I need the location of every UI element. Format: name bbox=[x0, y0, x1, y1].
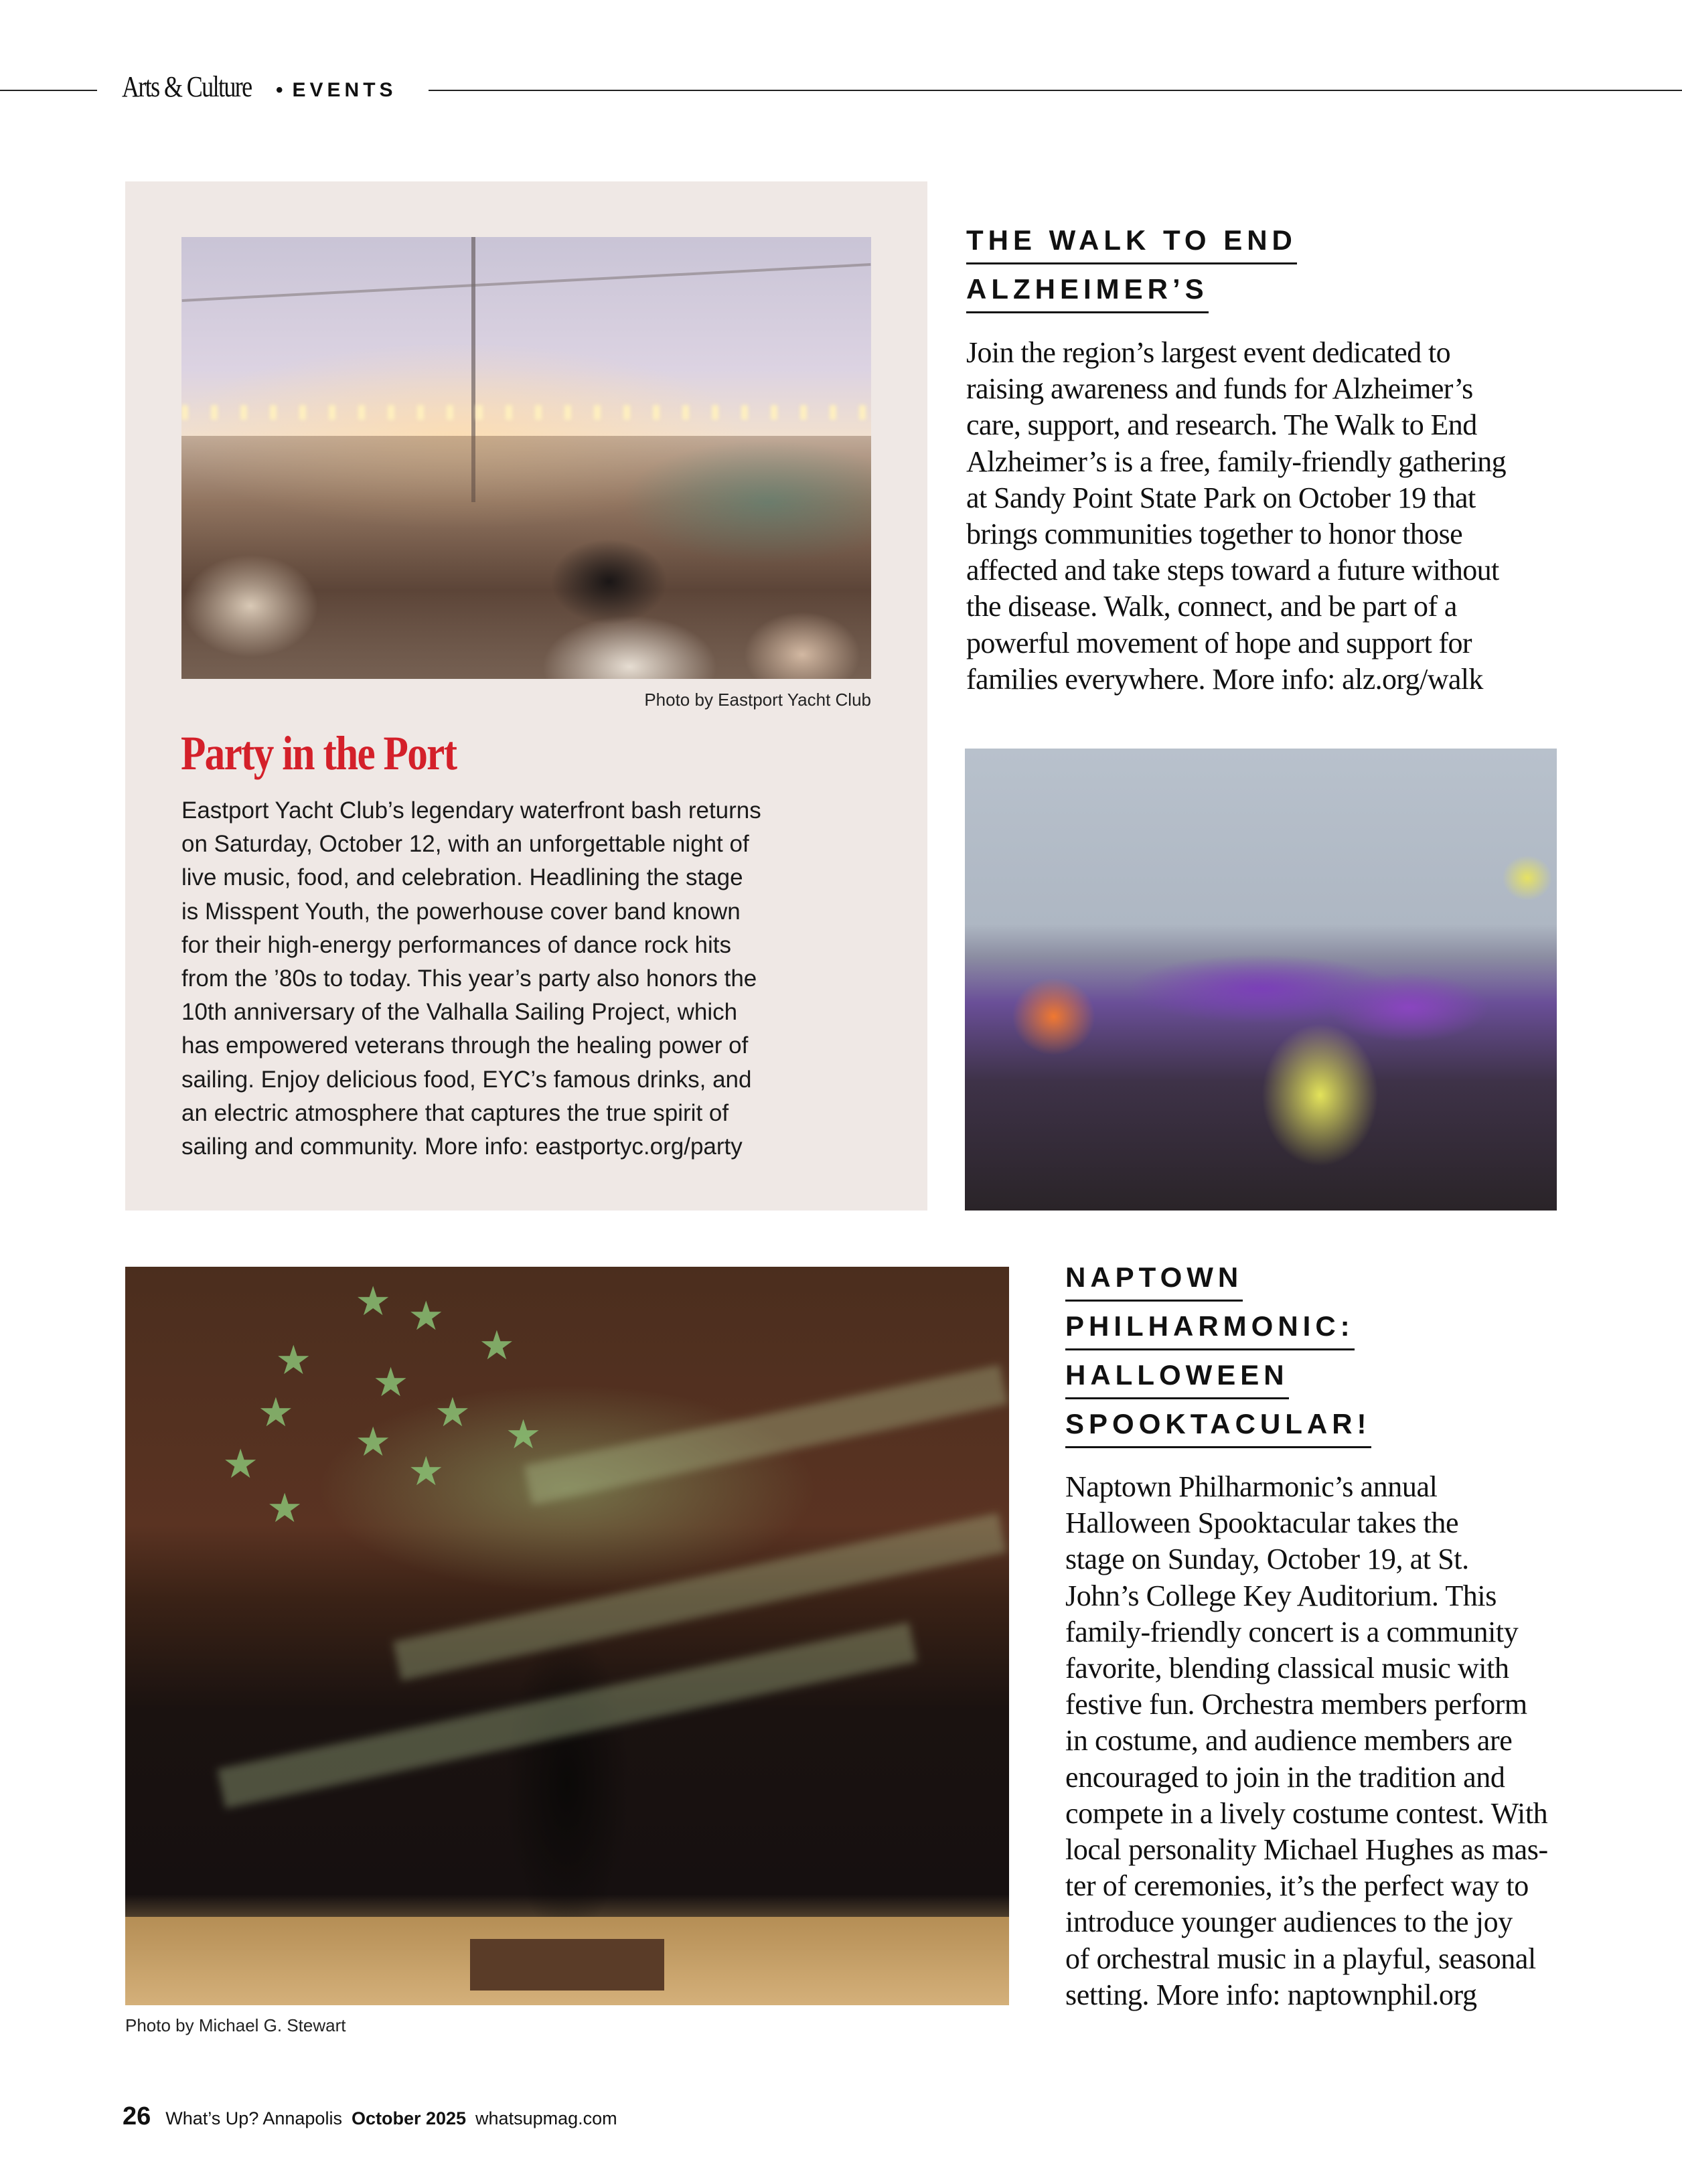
walk-body-line: powerful movement of hope and support for bbox=[966, 626, 1472, 659]
orchestra-photo-credit: Photo by Michael G. Stewart bbox=[125, 2015, 346, 2035]
website: whatsupmag.com bbox=[475, 2108, 617, 2128]
party-body-line: sailing and community. More info: eastportyc.org/party bbox=[181, 1134, 743, 1160]
naptown-heading bbox=[1065, 1263, 1371, 1459]
string-lights bbox=[181, 405, 871, 420]
naptown-body-line: festive fun. Orchestra members perform bbox=[1065, 1688, 1527, 1721]
party-body-line: live music, food, and celebration. Headlining the stage bbox=[181, 864, 743, 891]
walk-body-line: Join the region’s largest event dedicated to bbox=[966, 336, 1451, 369]
crowd bbox=[181, 436, 871, 679]
walk-heading-line: ALZHEIMER’S bbox=[966, 275, 1209, 313]
party-body-line: Eastport Yacht Club’s legendary waterfront bash returns bbox=[181, 797, 761, 824]
flag-star-icon: ★ bbox=[435, 1389, 471, 1435]
naptown-body-line: John’s College Key Auditorium. This bbox=[1065, 1579, 1497, 1612]
flag-star-icon: ★ bbox=[355, 1419, 391, 1464]
flag-star-icon: ★ bbox=[372, 1360, 409, 1405]
naptown-body-line: stage on Sunday, October 19, at St. bbox=[1065, 1543, 1469, 1576]
party-body bbox=[181, 794, 851, 1164]
naptown-body-line: Naptown Philharmonic’s annual bbox=[1065, 1470, 1438, 1503]
naptown-body-line: of orchestral music in a playful, seasonal bbox=[1065, 1942, 1536, 1975]
party-title: Party in the Port bbox=[181, 726, 457, 780]
naptown-body-line: in costume, and audience members are bbox=[1065, 1724, 1513, 1758]
party-photo-credit: Photo by Eastport Yacht Club bbox=[644, 690, 871, 710]
walk-photo bbox=[965, 749, 1557, 1211]
walk-body-line: at Sandy Point State Park on October 19 that bbox=[966, 481, 1476, 514]
party-body-line: on Saturday, October 12, with an unforgettable night of bbox=[181, 831, 749, 858]
magazine-name: What’s Up? Annapolis bbox=[165, 2108, 342, 2128]
walk-body bbox=[966, 335, 1569, 698]
naptown-body bbox=[1065, 1469, 1574, 2013]
flag-star-icon: ★ bbox=[479, 1323, 515, 1369]
page-number: 26 bbox=[123, 2102, 151, 2130]
party-body-line: has empowered veterans through the healing power of bbox=[181, 1032, 749, 1059]
flag-star-icon: ★ bbox=[505, 1411, 542, 1457]
flag-star-icon: ★ bbox=[258, 1389, 294, 1435]
walk-body-line: the disease. Walk, connect, and be part of a bbox=[966, 590, 1457, 623]
naptown-body-line: ter of ceremonies, it’s the perfect way to bbox=[1065, 1869, 1529, 1903]
subsection-title: EVENTS bbox=[292, 79, 397, 101]
header-separator: • bbox=[276, 79, 283, 101]
naptown-body-line: introduce younger audiences to the joy bbox=[1065, 1905, 1513, 1939]
issue-date: October 2025 bbox=[351, 2108, 467, 2128]
party-photo bbox=[181, 237, 871, 679]
header-rule-left bbox=[0, 90, 97, 91]
naptown-heading-line: PHILHARMONIC: bbox=[1065, 1312, 1355, 1350]
flag-star-icon: ★ bbox=[222, 1441, 258, 1486]
naptown-body-line: local personality Michael Hughes as mas- bbox=[1065, 1833, 1548, 1867]
section-header bbox=[122, 70, 397, 104]
page-footer bbox=[123, 2102, 617, 2131]
flag-stripe bbox=[217, 1622, 917, 1808]
conductor-podium bbox=[470, 1939, 664, 1991]
naptown-heading-line: HALLOWEEN bbox=[1065, 1361, 1289, 1399]
party-body-line: 10th anniversary of the Valhalla Sailing Project, which bbox=[181, 999, 738, 1026]
flag-star-icon: ★ bbox=[266, 1485, 303, 1531]
walk-heading-line: THE WALK TO END bbox=[966, 226, 1297, 264]
walk-body-line: families everywhere. More info: alz.org/walk bbox=[966, 662, 1483, 696]
flag-stripe bbox=[524, 1364, 1008, 1505]
naptown-heading-line: SPOOKTACULAR! bbox=[1065, 1410, 1371, 1448]
flag-star-icon: ★ bbox=[408, 1448, 445, 1494]
party-body-line: sailing. Enjoy delicious food, EYC’s famous drinks, and bbox=[181, 1066, 752, 1093]
naptown-body-line: encouraged to join in the tradition and bbox=[1065, 1760, 1505, 1794]
naptown-body-line: favorite, blending classical music with bbox=[1065, 1652, 1509, 1685]
party-body-line: an electric atmosphere that captures the true spirit of bbox=[181, 1099, 729, 1126]
flag-star-icon: ★ bbox=[408, 1294, 445, 1339]
party-body-line: for their high-energy performances of dance rock hits bbox=[181, 931, 731, 958]
walk-heading bbox=[966, 226, 1297, 324]
section-title: Arts & Culture bbox=[122, 70, 252, 103]
walk-body-line: Alzheimer’s is a free, family-friendly gathering bbox=[966, 445, 1507, 478]
naptown-body-line: family-friendly concert is a community bbox=[1065, 1615, 1519, 1648]
party-body-line: from the ’80s to today. This year’s party also honors the bbox=[181, 965, 757, 992]
walk-body-line: raising awareness and funds for Alzheimer’s bbox=[966, 372, 1473, 406]
walk-body-line: affected and take steps toward a future without bbox=[966, 554, 1499, 587]
orchestra-photo bbox=[125, 1267, 1009, 2005]
naptown-body-line: setting. More info: naptownphil.org bbox=[1065, 1978, 1477, 2011]
party-body-line: is Misspent Youth, the powerhouse cover band known bbox=[181, 898, 741, 925]
naptown-body-line: compete in a lively costume contest. With bbox=[1065, 1796, 1548, 1830]
walk-body-line: brings communities together to honor those bbox=[966, 518, 1463, 551]
flag-star-icon: ★ bbox=[355, 1279, 391, 1324]
naptown-heading-line: NAPTOWN bbox=[1065, 1263, 1243, 1302]
walk-body-line: care, support, and research. The Walk to End bbox=[966, 408, 1477, 442]
naptown-body-line: Halloween Spooktacular takes the bbox=[1065, 1506, 1459, 1540]
header-rule-right bbox=[429, 90, 1682, 91]
flag-star-icon: ★ bbox=[275, 1338, 312, 1383]
tent-beam bbox=[182, 263, 871, 302]
